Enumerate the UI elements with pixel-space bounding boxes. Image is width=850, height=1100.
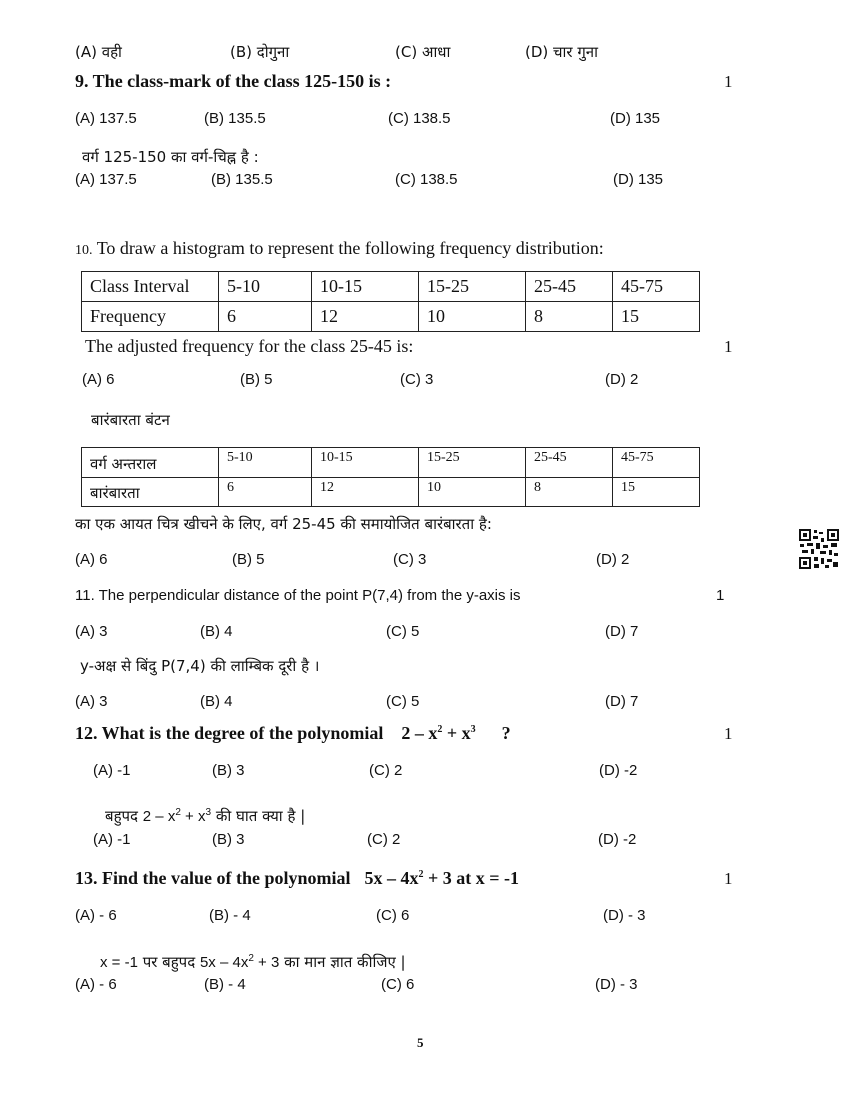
- q13-hindi-option-c: (C) 6: [381, 976, 415, 993]
- q10-table-class: 5-10: [219, 272, 312, 302]
- q10-hindi-frequency-table: [81, 447, 700, 507]
- q10-question: [75, 238, 604, 259]
- q10-table-row1-label: Class Interval: [82, 272, 219, 302]
- q13-marks: 1: [724, 869, 733, 888]
- q12-question: [75, 723, 511, 744]
- q10-table-class: 45-75: [613, 272, 700, 302]
- q10-hindi-table-frequency: 6: [219, 478, 312, 507]
- q11-hindi-question: y-अक्ष से बिंदु P(7,4) की लाम्बिक दूरी है ।: [80, 657, 320, 675]
- q9-hindi-option-a: (A) 137.5: [75, 171, 137, 188]
- q10-hindi-table-frequency: 8: [526, 478, 613, 507]
- q9-hindi-question: वर्ग 125-150 का वर्ग-चिह्न है :: [82, 148, 259, 166]
- q8-option-c: (C) आधा: [395, 43, 451, 61]
- q11-hindi-option-b: (B) 4: [200, 693, 233, 710]
- q11-hindi-option-d: (D) 7: [605, 693, 639, 710]
- q10-table-class: 25-45: [526, 272, 613, 302]
- q12-option-a: (A) -1: [93, 762, 131, 779]
- q10-hindi-table-class: 25-45: [526, 448, 613, 478]
- q10-table-frequency: 12: [312, 302, 419, 332]
- q10-marks: 1: [724, 337, 733, 356]
- page-number: 5: [417, 1035, 424, 1050]
- q13-option-a: (A) - 6: [75, 907, 117, 924]
- q11-hindi-option-c: (C) 5: [386, 693, 420, 710]
- q10-option-d: (D) 2: [605, 371, 639, 388]
- q10-option-c: (C) 3: [400, 371, 434, 388]
- q8-option-d: (D) चार गुना: [525, 43, 598, 61]
- q12-option-b: (B) 3: [212, 762, 245, 779]
- q9-hindi-option-b: (B) 135.5: [211, 171, 273, 188]
- q10-hindi-table-frequency: 10: [419, 478, 526, 507]
- q13-hindi-polynomial: $5x - 4x^2 + 3$: [199, 953, 280, 971]
- q13-polynomial: $5x - 4x^2 + 3$ at x = -1: [364, 868, 520, 888]
- q8-option-a: (A) वही: [75, 43, 122, 61]
- q10-hindi-table-frequency: 12: [312, 478, 419, 507]
- q10-hindi-table-class: 45-75: [613, 448, 700, 478]
- q13-hindi-option-d: (D) - 3: [595, 976, 638, 993]
- q12-question-mark: ?: [501, 723, 511, 743]
- q13-option-d: (D) - 3: [603, 907, 646, 924]
- q12-marks: 1: [724, 724, 733, 743]
- q10-hindi-table-frequency: 15: [613, 478, 700, 507]
- q13-hindi-option-b: (B) - 4: [204, 976, 246, 993]
- q10-hindi-option-d: (D) 2: [596, 551, 630, 568]
- q12-polynomial: $2 - x^2 + x^3$: [401, 723, 476, 743]
- q12-question-text: 12. What is the degree of the polynomial: [75, 723, 384, 743]
- q10-hindi-option-a: (A) 6: [75, 551, 108, 568]
- q9-question: 9. The class-mark of the class 125-150 is :: [75, 71, 392, 91]
- q10-hindi-table-row2-label: बारंबारता: [82, 478, 219, 507]
- q10-option-b: (B) 5: [240, 371, 273, 388]
- q13-question-text: 13. Find the value of the polynomial: [75, 868, 351, 888]
- q8-option-b: (B) दोगुना: [230, 43, 290, 61]
- q12-hindi-question: बहुपद $2 - x^2 + x^3$ की घात क्या है |: [105, 807, 306, 825]
- q12-hindi-option-c: (C) 2: [367, 831, 401, 848]
- q10-hindi-title: बारंबारता बंटन: [91, 411, 170, 429]
- q10-hindi-table-class: 5-10: [219, 448, 312, 478]
- q9-option-d: (D) 135: [610, 110, 661, 127]
- q10-hindi-question: का एक आयत चित्र खीचने के लिए, वर्ग 25-45 की समायोजित बारंबारता है:: [75, 515, 492, 533]
- q11-option-a: (A) 3: [75, 623, 108, 640]
- q10-hindi-option-c: (C) 3: [393, 551, 427, 568]
- q10-number: 10.: [75, 243, 93, 258]
- q13-option-b: (B) - 4: [209, 907, 251, 924]
- q10-hindi-table-class: 10-15: [312, 448, 419, 478]
- q9-option-b: (B) 135.5: [204, 110, 266, 127]
- q12-option-c: (C) 2: [369, 762, 403, 779]
- q13-question: [75, 868, 519, 889]
- q10-question-text: To draw a histogram to represent the following frequency distribution:: [96, 238, 604, 258]
- q9-hindi-option-d: (D) 135: [613, 171, 664, 188]
- q9-option-a: (A) 137.5: [75, 110, 137, 127]
- q9-option-c: (C) 138.5: [388, 110, 451, 127]
- q10-table-frequency: 8: [526, 302, 613, 332]
- q13-option-c: (C) 6: [376, 907, 410, 924]
- q10-hindi-table-class: 15-25: [419, 448, 526, 478]
- q10-table-frequency: 15: [613, 302, 700, 332]
- q12-hindi-option-d: (D) -2: [598, 831, 637, 848]
- q11-hindi-option-a: (A) 3: [75, 693, 108, 710]
- q9-hindi-option-c: (C) 138.5: [395, 171, 458, 188]
- q13-hindi-question: x = -1 पर बहुपद $5x - 4x^2 + 3$ का मान ज्ञात कीजिए |: [100, 953, 406, 971]
- q10-table-frequency: 6: [219, 302, 312, 332]
- q10-frequency-table: [81, 271, 700, 332]
- q11-option-c: (C) 5: [386, 623, 420, 640]
- q12-option-d: (D) -2: [599, 762, 638, 779]
- q11-option-b: (B) 4: [200, 623, 233, 640]
- q12-hindi-option-b: (B) 3: [212, 831, 245, 848]
- qr-code-icon: [799, 529, 839, 569]
- q11-question: 11. The perpendicular distance of the point P(7,4) from the y-axis is: [75, 587, 521, 604]
- q10-table-class: 10-15: [312, 272, 419, 302]
- q10-table-frequency: 10: [419, 302, 526, 332]
- q13-hindi-option-a: (A) - 6: [75, 976, 117, 993]
- q10-option-a: (A) 6: [82, 371, 115, 388]
- q12-hindi-polynomial: $2 - x^2 + x^3$: [142, 807, 212, 825]
- q10-sub-question: The adjusted frequency for the class 25-45 is:: [85, 336, 414, 356]
- q12-hindi-option-a: (A) -1: [93, 831, 131, 848]
- q10-table-row2-label: Frequency: [82, 302, 219, 332]
- q9-marks: 1: [724, 72, 733, 91]
- q11-marks: 1: [716, 587, 725, 604]
- q11-option-d: (D) 7: [605, 623, 639, 640]
- q10-table-class: 15-25: [419, 272, 526, 302]
- q10-hindi-option-b: (B) 5: [232, 551, 265, 568]
- q10-hindi-table-row1-label: वर्ग अन्तराल: [82, 448, 219, 478]
